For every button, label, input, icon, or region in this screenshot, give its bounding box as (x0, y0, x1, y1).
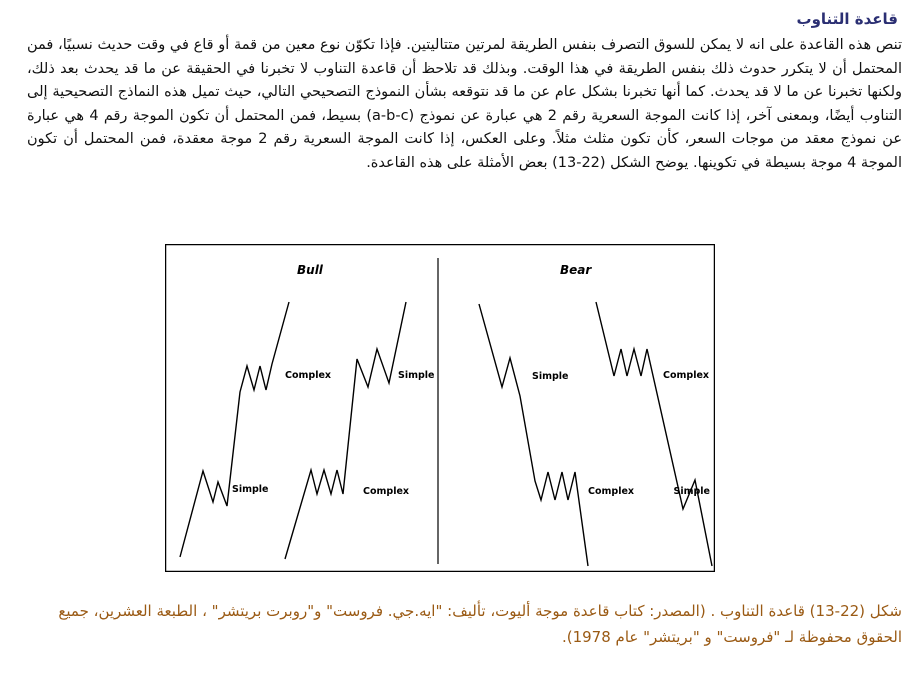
bear-left-lower-label: Complex (588, 486, 635, 497)
bear-title: Bear (560, 263, 592, 277)
bear-left-upper-label: Simple (532, 371, 569, 382)
bear-right-upper-label: Complex (663, 370, 710, 381)
body-paragraph: تنص هذه القاعدة على انه لا يمكن للسوق التصرف بنفس الطريقة لمرتين متتاليتين. فإذا تكوّن نوع معين من قمة أو قاع في وقت حديث نسبيًا، فمن المحتمل أن لا يتكرر حدوث ذلك بنفس الطريقة في هذا الوقت. وبذلك قد تلاحظ أن قاعدة التناوب لا تخبرنا في الحقيقة عن ما قد يحدث بعد ذلك، ولكنها تخبرنا عن ما لا قد يحدث. كما أنها تخبرنا بشكل عام عن ما قد نتوقعه بشأن النموذج التصحيحي التالي، حيث تميل هذه النماذج التصحيحية إلى التناوب أيضًا، وبمعنى آخر، إذا كانت الموجة السعرية رقم 2 هي عبارة عن نموذج (a-b-c) بسيط، فمن المحتمل أن تكون الموجة رقم 4 هي عبارة عن نموذج معقد من موجات السعر، كأن تكون مثلث مثلاً. وعلى العكس، إذا كانت الموجة السعرية رقم 2 موجة معقدة، فمن المحتمل أن تكون الموجة 4 موجة بسيطة في تكوينها. يوضح الشكل (22-13) بعض الأمثلة على هذه القاعدة. (27, 37, 902, 171)
figure-caption: شكل (22-13) قاعدة التناوب . (المصدر: كتاب قاعدة موجة أليوت، تأليف: "ايه.جي. فروست" و"روبرت بريتشر" ، الطبعة العشرين، جميع الحقوق محفوظة لـ "فروست" و "بريتشر" عام 1978). (58, 602, 902, 646)
section-heading: قاعدة التناوب (796, 10, 898, 28)
bull-left-upper-label: Complex (285, 370, 332, 381)
figure-frame (166, 245, 715, 572)
bull-right-upper-label: Simple (398, 370, 435, 381)
bear-right-lower-label: Simple (673, 486, 710, 497)
bull-title: Bull (297, 263, 323, 277)
bull-left-lower-label: Simple (232, 484, 269, 495)
alternation-figure (165, 244, 715, 572)
bull-right-lower-label: Complex (363, 486, 410, 497)
